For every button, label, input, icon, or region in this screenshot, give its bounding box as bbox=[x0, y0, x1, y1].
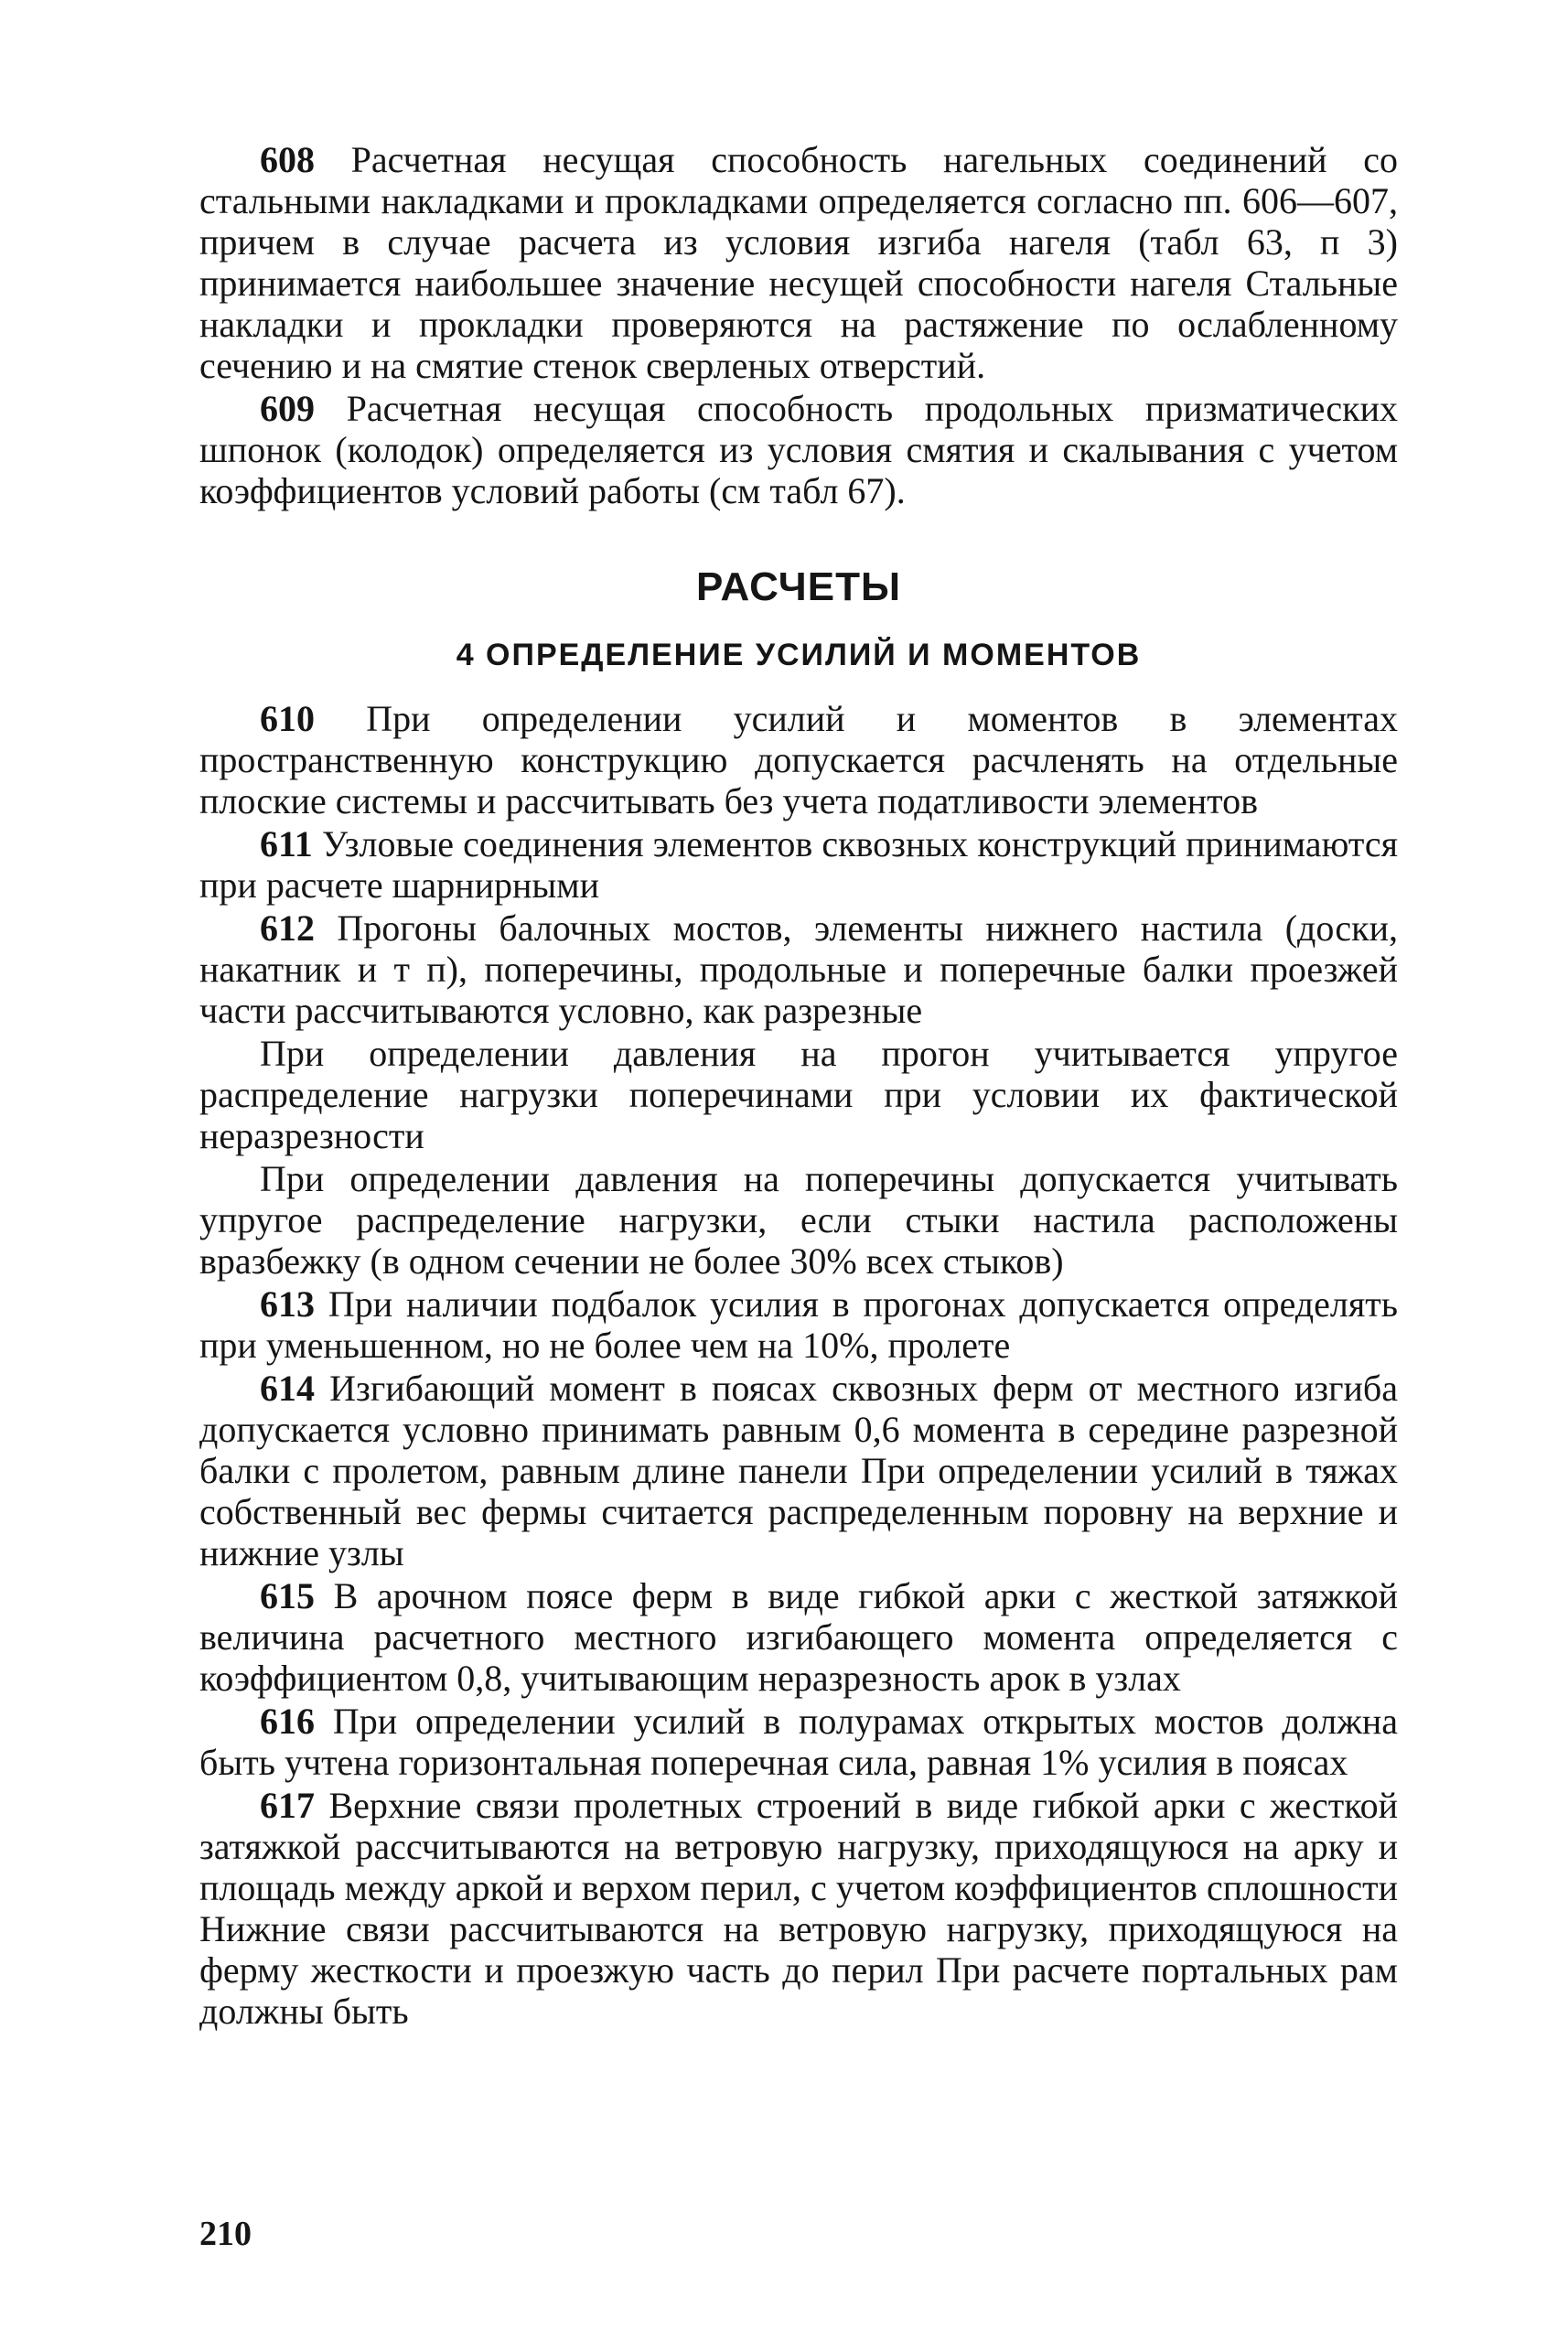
paragraph-number: 612 bbox=[260, 907, 315, 949]
paragraph-616 bbox=[199, 1701, 1398, 1783]
paragraph-text: При определении усилий в полурамах открытых мостов должна быть учтена горизонтальная поперечная сила, равная 1% усилия в поясах bbox=[199, 1701, 1398, 1783]
paragraph-text: Узловые соединения элементов сквозных конструкций принимаются при расчете шарнирными bbox=[199, 823, 1398, 906]
paragraph-text: Прогоны балочных мостов, элементы нижнего настила (доски, накатник и т п), поперечины, продольные и поперечные балки проезжей части рассчитываются условно, как разрезные bbox=[199, 907, 1398, 1031]
paragraph-number: 610 bbox=[260, 698, 315, 739]
paragraph-number: 611 bbox=[260, 823, 313, 864]
paragraph-608 bbox=[199, 139, 1398, 386]
paragraph-number: 615 bbox=[260, 1575, 315, 1616]
subsection-title: 4 ОПРЕДЕЛЕНИЕ УСИЛИЙ И МОМЕНТОВ bbox=[456, 638, 1142, 672]
paragraph-text: Расчетная несущая способность продольных призматических шпонок (колодок) определяется из условия смятия и скалывания с учетом коэффициентов условий работы (см табл 67). bbox=[199, 388, 1398, 511]
paragraph-612-continuation-2 bbox=[199, 1158, 1398, 1282]
paragraph-number: 616 bbox=[260, 1701, 315, 1742]
paragraph-612-continuation-1 bbox=[199, 1033, 1398, 1156]
paragraph-609 bbox=[199, 388, 1398, 511]
paragraph-text: Изгибающий момент в поясах сквозных ферм от местного изгиба допускается условно принимать равным 0,6 момента в середине разрезной балки с пролетом, равным длине панели При определении усилий в тяжах собственный вес фермы считается распределенным поровну на верхние и нижние узлы bbox=[199, 1368, 1399, 1573]
paragraph-text: При наличии подбалок усилия в прогонах допускается определять при уменьшенном, но не более чем на 10%, пролете bbox=[199, 1283, 1398, 1366]
paragraph-615 bbox=[199, 1575, 1398, 1699]
paragraph-text: Расчетная несущая способность нагельных соединений со стальными накладками и прокладками определяется согласно пп. 606—607, причем в случае расчета из условия изгиба нагеля (табл 63, п 3) принимается наибольшее значение несущей способности нагеля Стальные накладки и прокладки проверяются на растяжение по ослабленному сечению и на смятие стенок сверленых отверстий. bbox=[199, 139, 1398, 386]
paragraph-text: Верхние связи пролетных строений в виде гибкой арки с жесткой затяжкой рассчитываются на ветровую нагрузку, приходящуюся на арку и площадь между аркой и верхом перил, с учетом коэффициентов сплошности Нижние связи рассчитываются на ветровую нагрузку, приходящуюся на ферму жесткости и проезжую часть до перил При расчете портальных рам должны быть bbox=[199, 1785, 1399, 2032]
page-body bbox=[199, 139, 1398, 2034]
paragraph-617 bbox=[199, 1785, 1398, 2032]
paragraph-number: 613 bbox=[260, 1283, 315, 1325]
paragraph-text: В арочном поясе ферм в виде гибкой арки с жесткой затяжкой величина расчетного местного изгибающего момента определяется с коэффициентом 0,8, учитывающим неразрезность арок в узлах bbox=[199, 1575, 1399, 1699]
paragraph-number: 614 bbox=[260, 1368, 315, 1409]
paragraph-612 bbox=[199, 907, 1398, 1031]
section-title: РАСЧЕТЫ bbox=[695, 564, 902, 609]
paragraph-text: При определении давления на прогон учитывается упругое распределение нагрузки поперечинами при условии их фактической неразрезности bbox=[199, 1033, 1398, 1156]
paragraph-number: 609 bbox=[260, 388, 315, 429]
paragraph-610 bbox=[199, 698, 1398, 821]
paragraph-number: 617 bbox=[260, 1785, 315, 1826]
paragraph-number: 608 bbox=[260, 139, 315, 180]
page-number: 210 bbox=[199, 2215, 252, 2253]
paragraph-text: При определении усилий и моментов в элементах пространственную конструкцию допускается расчленять на отдельные плоские системы и рассчитывать без учета податливости элементов bbox=[199, 698, 1398, 821]
paragraph-613 bbox=[199, 1283, 1398, 1366]
paragraph-text: При определении давления на поперечины допускается учитывать упругое распределение нагрузки, если стыки настила расположены вразбежку (в одном сечении не более 30% всех стыков) bbox=[199, 1158, 1398, 1282]
paragraph-611 bbox=[199, 823, 1398, 906]
paragraph-614 bbox=[199, 1368, 1398, 1573]
